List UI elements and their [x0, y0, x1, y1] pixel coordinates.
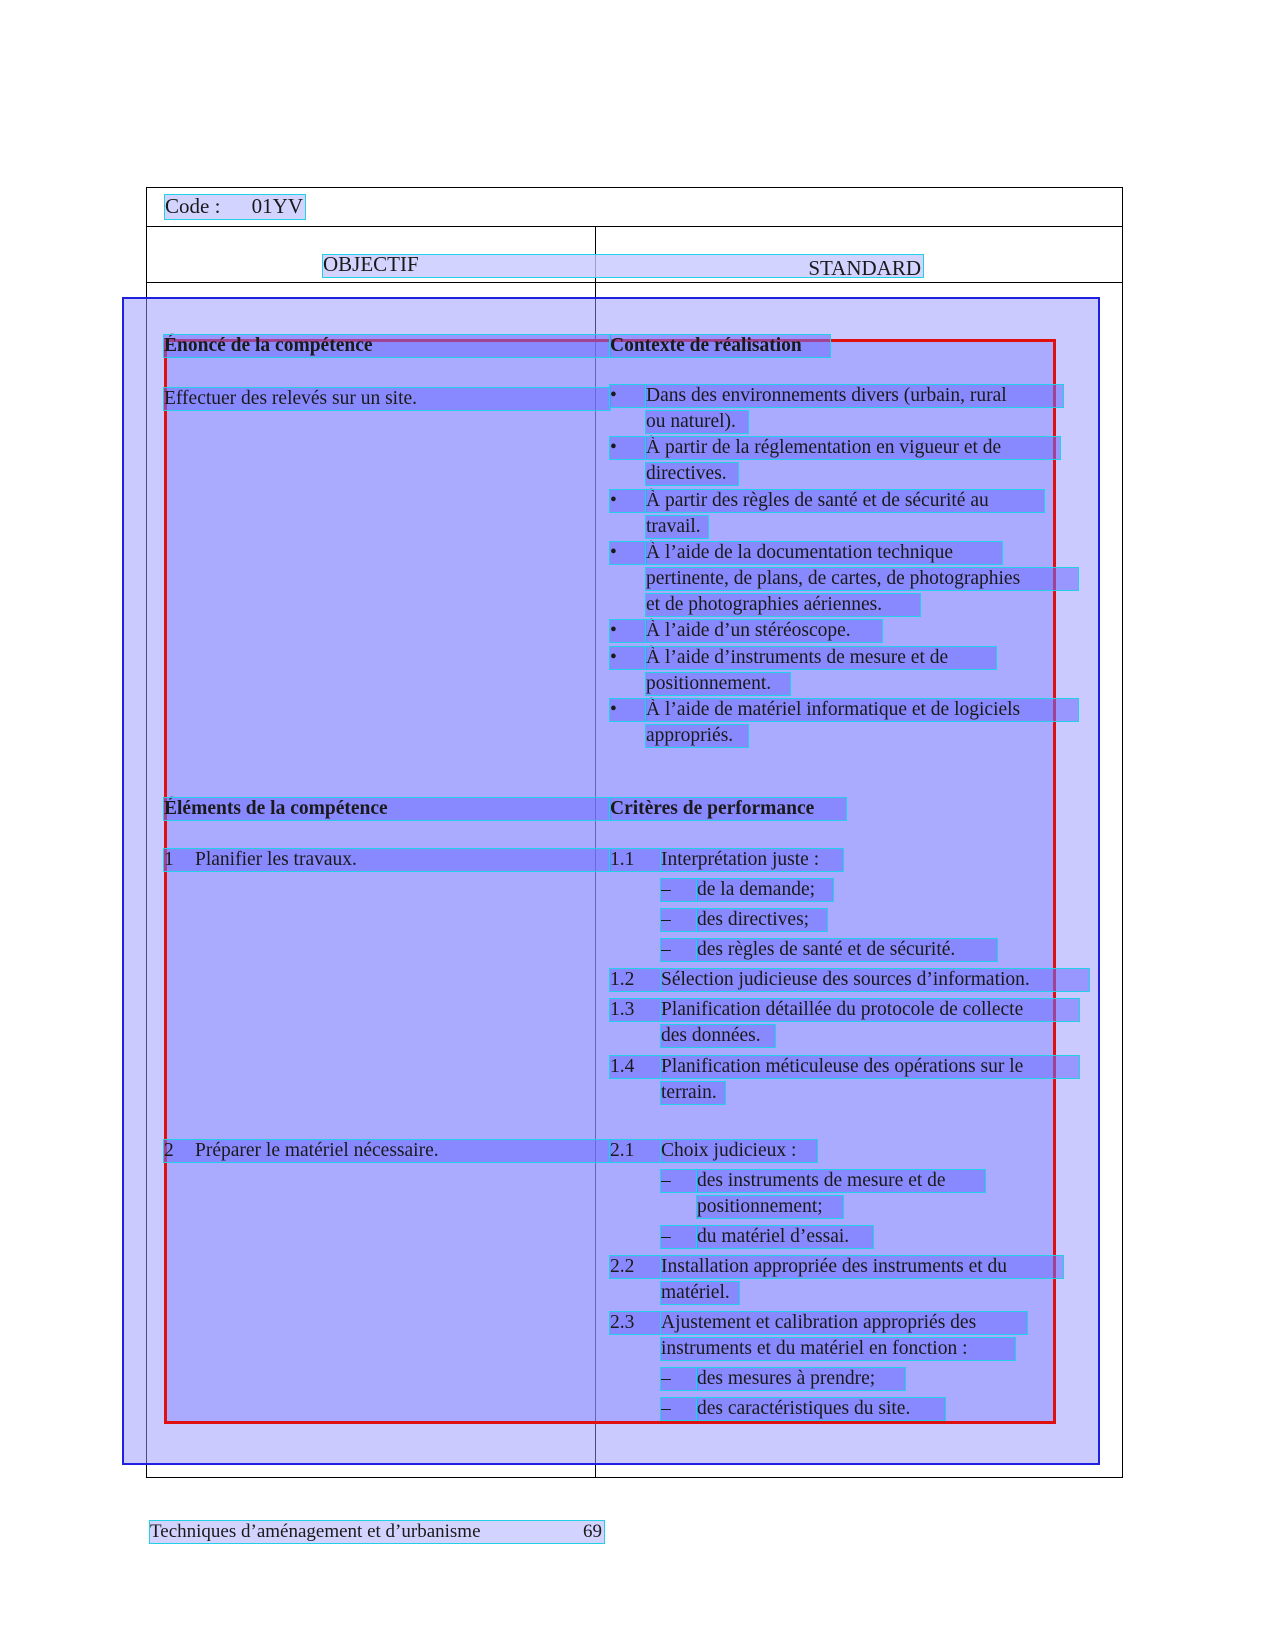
critere-1-3-num: 1.3 — [610, 999, 660, 1021]
contexte-line: À partir des règles de santé et de sécurité au — [646, 490, 1044, 512]
critere-2-2-num: 2.2 — [610, 1256, 660, 1278]
enonce-text: Effectuer des relevés sur un site. — [164, 388, 610, 410]
critere-2-3-sub: des caractéristiques du site. — [697, 1398, 945, 1420]
element-1-num: 1 — [164, 849, 174, 870]
critere-1-1-dash: – — [661, 879, 697, 901]
code-value: 01YV — [251, 194, 304, 218]
bullet-6: • — [610, 647, 646, 669]
frame-header-divider — [146, 226, 1122, 227]
frame-top — [146, 187, 1122, 188]
header-columns-band — [323, 252, 923, 280]
critere-2-3-dash: – — [661, 1368, 697, 1390]
contexte-heading: Contexte de réalisation — [610, 335, 830, 357]
critere-1-1-sub: des directives; — [697, 909, 827, 931]
contexte-line: ou naturel). — [646, 411, 748, 433]
critere-1-3-text: Planification détaillée du protocole de collecte — [661, 999, 1079, 1021]
critere-2-1-text: Choix judicieux : — [661, 1140, 817, 1162]
footer-program: Techniques d’aménagement et d’urbanisme — [150, 1521, 481, 1542]
critere-2-3-dash: – — [661, 1398, 697, 1420]
element-2 — [164, 1140, 610, 1162]
element-2-text: Préparer le matériel nécessaire. — [195, 1140, 439, 1161]
col-objectif-label: OBJECTIF — [323, 252, 419, 276]
footer — [150, 1521, 604, 1543]
critere-1-1-sub: des règles de santé et de sécurité. — [697, 939, 997, 961]
critere-2-2-text: Installation appropriée des instruments et du — [661, 1256, 1063, 1278]
frame-bottom — [146, 1477, 1122, 1478]
critere-2-1-dash: – — [661, 1170, 697, 1192]
critere-2-3-text: Ajustement et calibration appropriés des — [661, 1312, 1027, 1334]
critere-1-1-dash: – — [661, 909, 697, 931]
critere-2-1-dash: – — [661, 1226, 697, 1248]
contexte-line: positionnement. — [646, 673, 790, 695]
criteres-heading: Critères de performance — [610, 798, 846, 820]
element-2-num: 2 — [164, 1140, 174, 1161]
contexte-line: directives. — [646, 463, 738, 485]
contexte-line: et de photographies aériennes. — [646, 594, 920, 616]
critere-2-1-num: 2.1 — [610, 1140, 660, 1162]
bullet-2: • — [610, 437, 646, 459]
contexte-line: À l’aide d’instruments de mesure et de — [646, 647, 996, 669]
contexte-line: À l’aide de la documentation technique — [646, 542, 1002, 564]
code-label: Code : — [165, 194, 221, 218]
critere-1-2-text: Sélection judicieuse des sources d’information. — [661, 969, 1089, 991]
contexte-line: À l’aide de matériel informatique et de logiciels — [646, 699, 1078, 721]
bullet-5: • — [610, 620, 646, 642]
contexte-line: À partir de la réglementation en vigueur et de — [646, 437, 1060, 459]
critere-2-1-sub: des instruments de mesure et de — [697, 1170, 985, 1192]
code-field — [165, 195, 305, 219]
bullet-3: • — [610, 490, 646, 512]
contexte-line: Dans des environnements divers (urbain, rural — [646, 385, 1063, 407]
critere-1-1-dash: – — [661, 939, 697, 961]
bullet-7: • — [610, 699, 646, 721]
bullet-1: • — [610, 385, 646, 407]
critere-1-1-num: 1.1 — [610, 849, 660, 871]
critere-2-1-sub: du matériel d’essai. — [697, 1226, 873, 1248]
bullet-4: • — [610, 542, 646, 564]
critere-1-4-num: 1.4 — [610, 1056, 660, 1078]
critere-1-4-text: Planification méticuleuse des opérations sur le — [661, 1056, 1079, 1078]
contexte-line: travail. — [646, 516, 708, 538]
col-standard-label: STANDARD — [808, 256, 921, 280]
critere-2-2-text: matériel. — [661, 1282, 739, 1304]
elements-heading: Éléments de la compétence — [164, 798, 610, 820]
critere-1-3-text: des données. — [661, 1025, 775, 1047]
contexte-line: pertinente, de plans, de cartes, de photographies — [646, 568, 1078, 590]
critere-1-1-sub: de la demande; — [697, 879, 833, 901]
element-1-text: Planifier les travaux. — [195, 849, 357, 870]
footer-page-number: 69 — [583, 1521, 602, 1542]
contexte-line: appropriés. — [646, 725, 748, 747]
critere-2-3-sub: des mesures à prendre; — [697, 1368, 905, 1390]
frame-columns-divider — [146, 282, 1122, 283]
critere-2-1-sub: positionnement; — [697, 1196, 843, 1218]
critere-2-3-num: 2.3 — [610, 1312, 660, 1334]
critere-2-3-text: instruments et du matériel en fonction : — [661, 1338, 1015, 1360]
frame-right — [1122, 187, 1123, 1478]
contexte-line: À l’aide d’un stéréoscope. — [646, 620, 882, 642]
element-1 — [164, 849, 610, 871]
enonce-heading: Énoncé de la compétence — [164, 335, 610, 357]
critere-1-1-text: Interprétation juste : — [661, 849, 843, 871]
critere-1-2-num: 1.2 — [610, 969, 660, 991]
critere-1-4-text: terrain. — [661, 1082, 725, 1104]
